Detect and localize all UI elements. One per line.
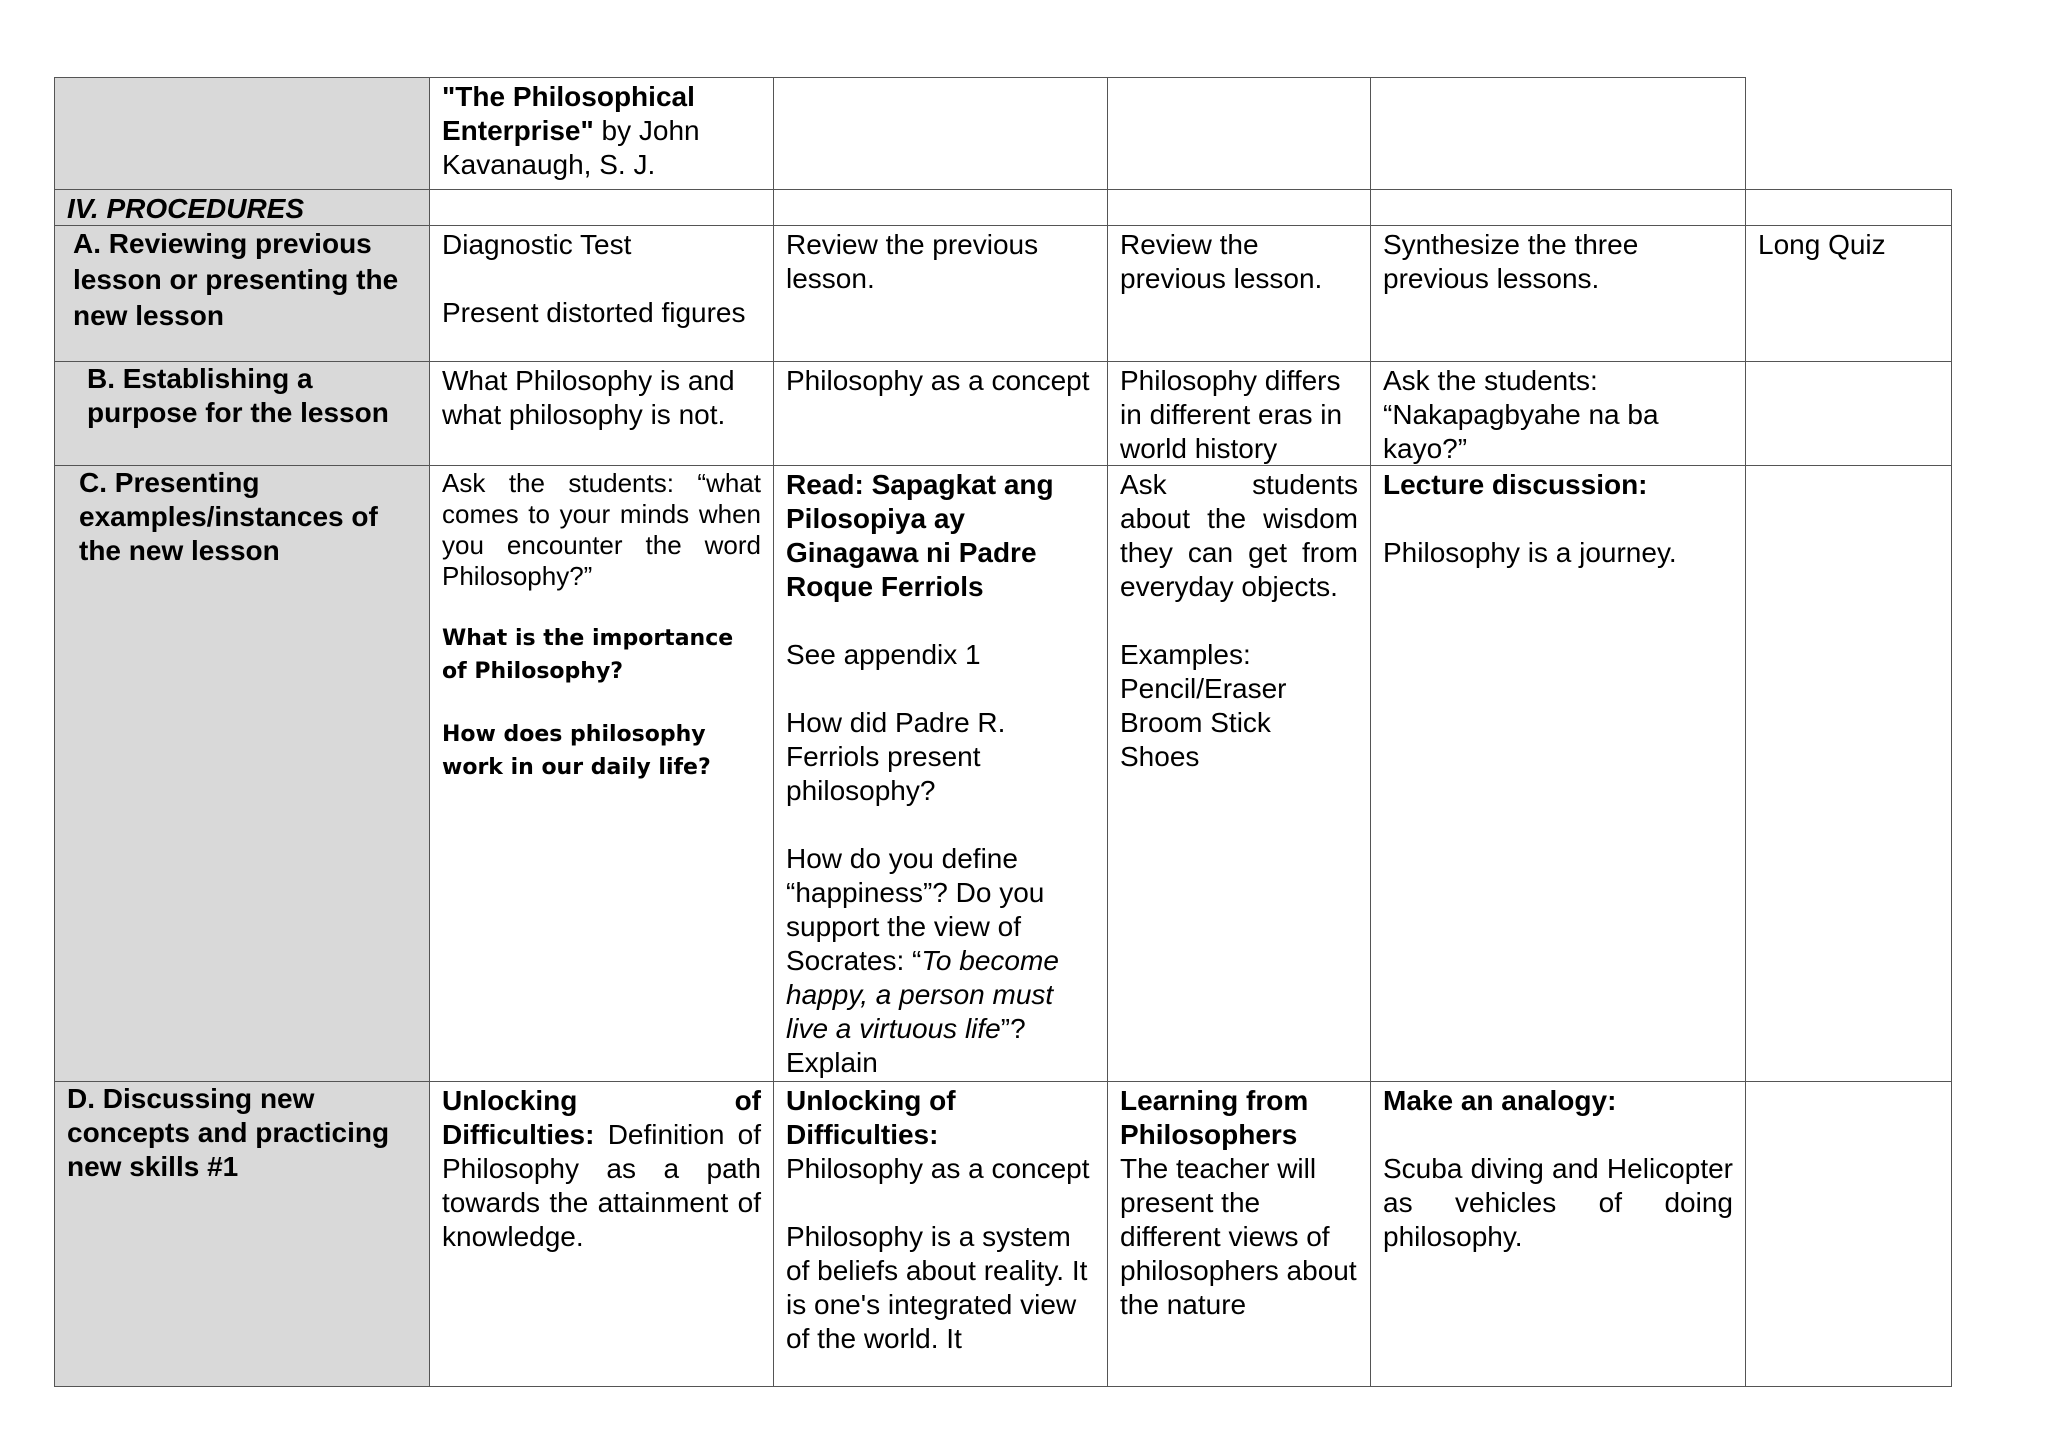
analogy-text: Scuba diving and Helicopter as vehicles of doing philosophy. [1383, 1153, 1733, 1252]
daily-life-question: How does philosophy work in our daily life? [442, 722, 711, 780]
row-d-label: D. Discussing new concepts and practicing new skills #1 [54, 1081, 430, 1387]
row-b-day1: What Philosophy is and what philosophy is not. [429, 361, 774, 466]
row-d-day5 [1745, 1081, 1952, 1387]
row-a-day1 [429, 225, 774, 362]
distorted-figures-text: Present distorted figures [442, 297, 746, 328]
philosophers-views-text: The teacher will present the different views of philosophers about the nature [1120, 1153, 1357, 1320]
procedures-day4 [1370, 189, 1746, 226]
concept-text: Philosophy as a concept [786, 1153, 1090, 1184]
row-c-day3 [1107, 465, 1371, 1082]
row-d-day4 [1370, 1081, 1746, 1387]
example-item: Broom Stick [1120, 707, 1271, 738]
row-b-label: B. Establishing a purpose for the lesson [54, 361, 430, 466]
row-d-day2 [773, 1081, 1108, 1387]
everyday-objects-prompt: Ask students about the wisdom they can get from everyday objects. [1120, 469, 1358, 602]
procedures-day1 [429, 189, 774, 226]
row-c-day5 [1745, 465, 1952, 1082]
procedures-day2 [773, 189, 1108, 226]
row-a-day5: Long Quiz [1745, 225, 1952, 362]
analogy-title: Make an analogy: [1383, 1085, 1617, 1116]
top-day3-cell [1107, 77, 1371, 190]
row-b-day3: Philosophy differs in different eras in world history [1107, 361, 1371, 466]
row-b-day5 [1745, 361, 1952, 466]
row-a-day2: Review the previous lesson. [773, 225, 1108, 362]
row-a-day3: Review the previous lesson. [1107, 225, 1371, 362]
row-c-day4 [1370, 465, 1746, 1082]
philosophy-definition: Definition of Philosophy as a path towards the attainment of knowledge. [442, 1119, 761, 1252]
procedures-day5 [1745, 189, 1952, 226]
row-b-day2: Philosophy as a concept [773, 361, 1108, 466]
lecture-discussion-title: Lecture discussion: [1383, 469, 1648, 500]
row-a-day4: Synthesize the three previous lessons. [1370, 225, 1746, 362]
unlocking-difficulties-label: Unlocking of Difficulties: [786, 1085, 956, 1150]
top-label-cell [54, 77, 430, 190]
importance-question: What is the importance of Philosophy? [442, 626, 734, 684]
example-item: Shoes [1120, 741, 1200, 772]
ferriols-question: How did Padre R. Ferriols present philosophy? [786, 707, 1006, 806]
reading-title: Read: Sapagkat ang Pilosopiya ay Ginagawa ni Padre Roque Ferriols [786, 469, 1054, 602]
row-c-day1 [429, 465, 774, 1082]
happiness-question: How do you define “happiness”? Do you support the view of Socrates: “To become happy, a person must live a virtuous life”? Explain [786, 843, 1059, 1078]
row-a-label: A. Reviewing previous lesson or presenting the new lesson [54, 225, 430, 362]
row-c-label: C. Presenting examples/instances of the new lesson [54, 465, 430, 1082]
procedures-day3 [1107, 189, 1371, 226]
top-day2-cell [773, 77, 1108, 190]
top-references-cell [429, 77, 774, 190]
examples-label: Examples: [1120, 639, 1251, 670]
unlocking-difficulties-label: Unlocking of Difficulties: [442, 1085, 761, 1150]
row-c-day2 [773, 465, 1108, 1082]
ask-students-prompt: Ask the students: “what comes to your minds when you encounter the word Philosophy?” [442, 468, 761, 591]
system-of-beliefs-text: Philosophy is a system of beliefs about reality. It is one's integrated view of the world. It [786, 1221, 1088, 1354]
row-d-day1 [429, 1081, 774, 1387]
learning-from-philosophers-title: Learning from Philosophers [1120, 1085, 1309, 1150]
row-d-day3 [1107, 1081, 1371, 1387]
diagnostic-test-text: Diagnostic Test [442, 229, 632, 260]
journey-text: Philosophy is a journey. [1383, 537, 1677, 568]
example-item: Pencil/Eraser [1120, 673, 1287, 704]
procedures-heading: IV. PROCEDURES [54, 189, 430, 226]
reference-title: "The Philosophical Enterprise" [442, 81, 695, 146]
top-day4-cell [1370, 77, 1746, 190]
appendix-note: See appendix 1 [786, 639, 981, 670]
row-b-day4: Ask the students: “Nakapagbyahe na ba kayo?” [1370, 361, 1746, 466]
reference-author: by John Kavanaugh, S. J. [442, 115, 700, 180]
